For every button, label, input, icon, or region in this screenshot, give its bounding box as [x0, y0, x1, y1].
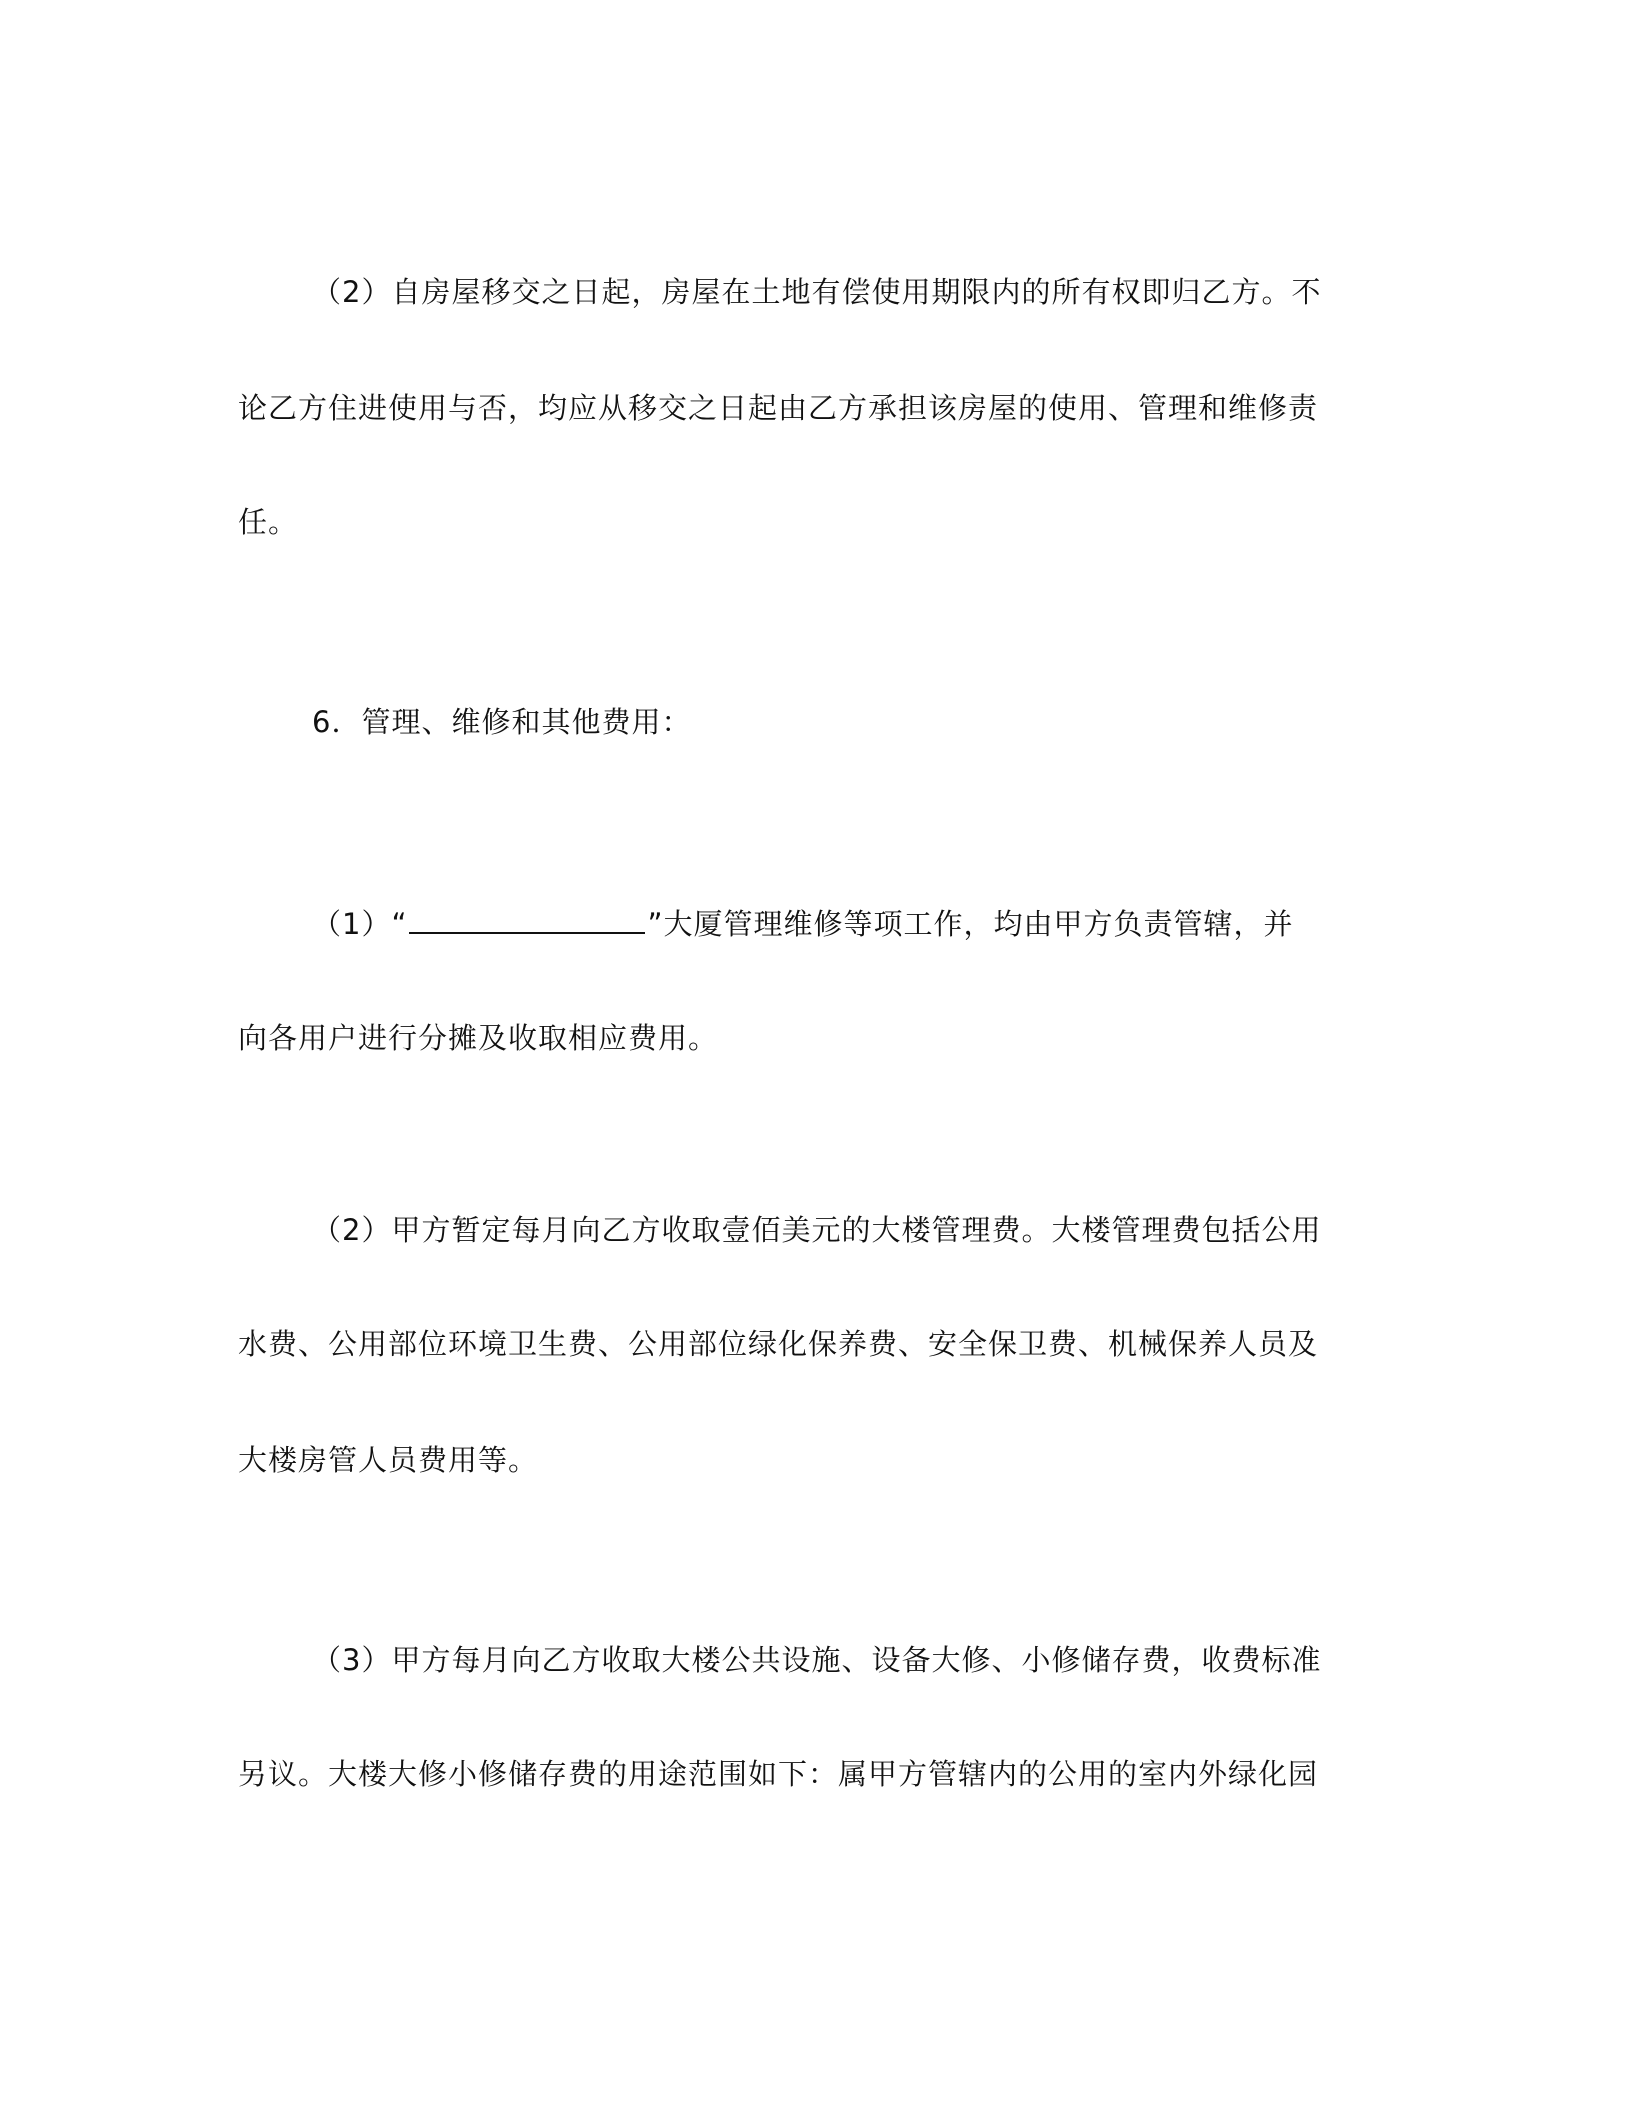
para-2-prefix: （1）“ [312, 907, 408, 941]
para-3-line-3: 大楼房管人员费用等。 [238, 1443, 539, 1477]
para-3-line-2: 水费、公用部位环境卫生费、公用部位绿化保养费、安全保卫费、机械保养人员及 [238, 1327, 1319, 1361]
section-6-heading: 6．管理、维修和其他费用： [312, 705, 692, 739]
para-1-line-1: （2）自房屋移交之日起，房屋在土地有偿使用期限内的所有权即归乙方。不 [312, 275, 1322, 309]
para-4-line-1: （3）甲方每月向乙方收取大楼公共设施、设备大修、小修储存费，收费标准 [312, 1643, 1322, 1677]
para-2-line-2: 向各用户进行分摊及收取相应费用。 [238, 1021, 719, 1055]
para-2-suffix: ”大厦管理维修等项工作，均由甲方负责管辖，并 [647, 907, 1294, 941]
para-1-line-2: 论乙方住进使用与否，均应从移交之日起由乙方承担该房屋的使用、管理和维修责 [238, 391, 1319, 425]
para-1-line-3: 任。 [238, 505, 299, 539]
blank-field [409, 902, 645, 934]
para-2-line-1 [312, 902, 1294, 944]
para-4-line-2: 另议。大楼大修小修储存费的用途范围如下：属甲方管辖内的公用的室内外绿化园 [238, 1757, 1319, 1791]
para-3-line-1: （2）甲方暂定每月向乙方收取壹佰美元的大楼管理费。大楼管理费包括公用 [312, 1213, 1322, 1247]
